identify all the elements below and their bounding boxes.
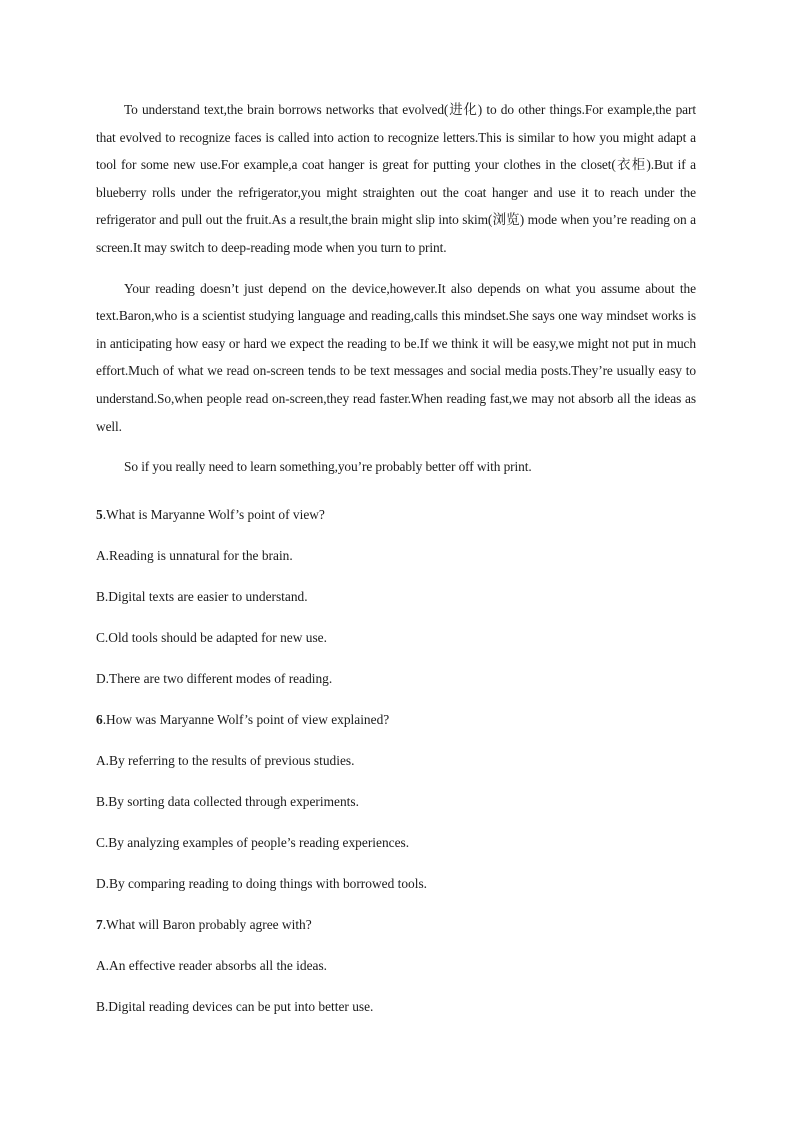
document-page [96, 96, 696, 1027]
question-7 [96, 904, 696, 1027]
option-a: A.Reading is unnatural for the brain. [96, 547, 293, 563]
question-stem [96, 494, 696, 535]
passage-paragraph-3: So if you really need to learn something,you’re probably better off with print. [124, 459, 532, 475]
question-number: 7 [96, 916, 103, 932]
option-b: B.Digital reading devices can be put into better use. [96, 998, 374, 1014]
passage-paragraph-2: Your reading doesn’t just depend on the device,however.It also depends on what you assume about the text.Baron,who is a scientist studying language and reading,calls this mindset.She says one way mindset works is in anticipating how easy or hard we expect the reading to be.If we think it will be easy,we might not put in much effort.Much of what we read on-screen tends to be text messages and social media posts.They’re usually easy to understand.So,when people read on-screen,they read faster.When reading fast,we may not absorb all the ideas as well. [96, 280, 696, 434]
option-c: C.By analyzing examples of people’s reading experiences. [96, 834, 410, 850]
question-6 [96, 699, 696, 904]
question-stem [96, 904, 696, 945]
option-c: C.Old tools should be adapted for new use. [96, 629, 327, 645]
question-text: .What is Maryanne Wolf’s point of view? [102, 506, 325, 522]
question-text: .How was Maryanne Wolf’s point of view explained? [102, 711, 390, 727]
reading-passage [96, 96, 696, 481]
question-number: 5 [96, 506, 103, 522]
question-text: .What will Baron probably agree with? [102, 916, 312, 932]
option-d: D.There are two different modes of reading. [96, 670, 333, 686]
option-b: B.By sorting data collected through experiments. [96, 793, 359, 809]
question-number: 6 [96, 711, 103, 727]
passage-paragraph-1: To understand text,the brain borrows networks that evolved(进化) to do other things.For example,the part that evolved to recognize faces is called into action to recognize letters.This is similar to how you might adapt a tool for some new use.For example,a coat hanger is great for putting your clothes in the closet(衣柜).But if a blueberry rolls under the refrigerator,you might straighten out the coat hanger and use it to reach under the refrigerator and pull out the fruit.As a result,the brain might slip into skim(浏览) mode when you’re reading on a screen.It may switch to deep-reading mode when you turn to print. [96, 102, 696, 255]
question-stem [96, 699, 696, 740]
option-a: A.An effective reader absorbs all the ideas. [96, 957, 328, 973]
option-a: A.By referring to the results of previous studies. [96, 752, 355, 768]
question-5 [96, 494, 696, 699]
option-b: B.Digital texts are easier to understand. [96, 588, 308, 604]
option-d: D.By comparing reading to doing things with borrowed tools. [96, 875, 428, 891]
